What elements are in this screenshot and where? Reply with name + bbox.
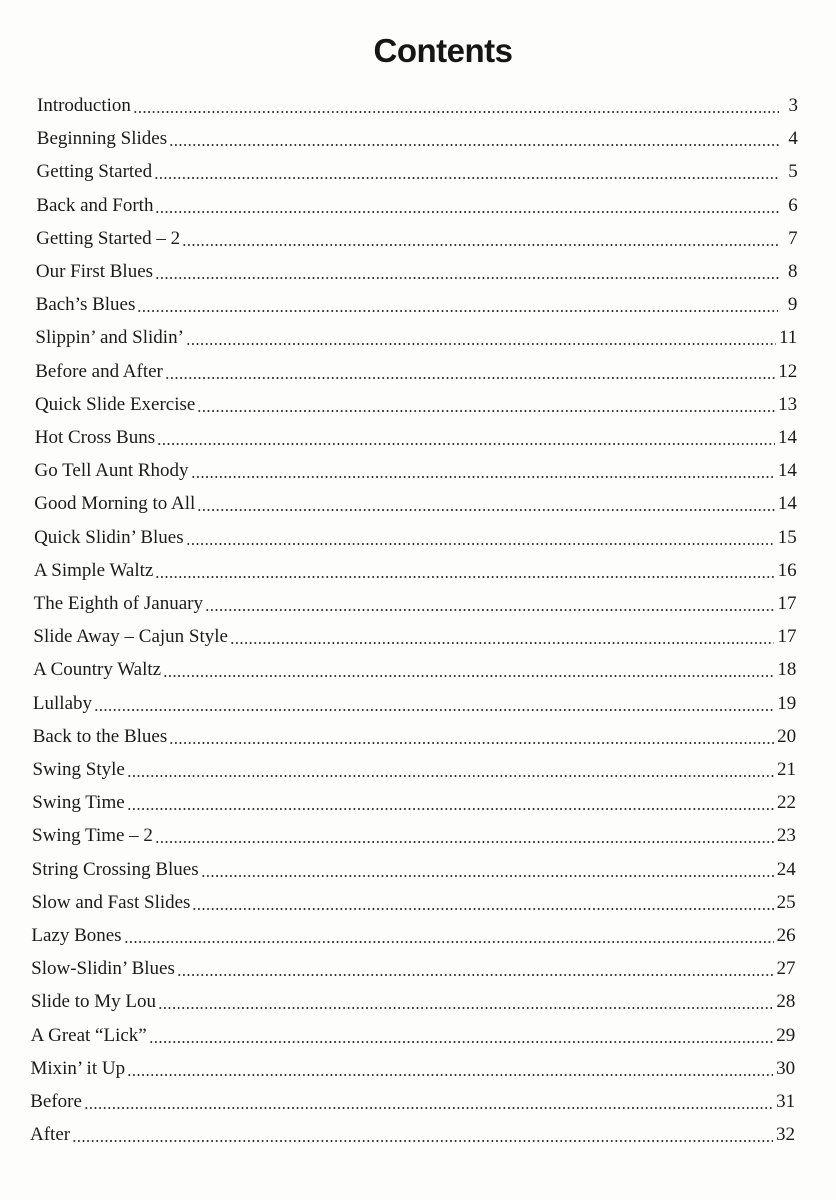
toc-entry-title: Our First Blues [35, 261, 154, 282]
toc-entry-title: Good Morning to All [34, 493, 196, 515]
dot-leader [84, 1106, 773, 1110]
dot-leader [94, 708, 774, 712]
toc-entry-title: Bach’s Blues [35, 294, 136, 316]
dot-leader [157, 442, 775, 446]
page-title: Contents [373, 32, 513, 69]
toc-entry [32, 790, 796, 816]
toc-entry-page-number: 16 [777, 559, 797, 581]
toc-entry-page-number: 9 [787, 294, 798, 316]
dot-leader [197, 508, 775, 512]
toc-entry [32, 890, 796, 916]
toc-entry-title: Lullaby [32, 692, 93, 714]
toc-entry-title: Before [30, 1091, 82, 1112]
dot-leader [165, 376, 775, 380]
dot-leader [72, 1139, 773, 1143]
toc-entry [32, 757, 796, 783]
toc-entry [34, 525, 797, 551]
toc-entry-page-number: 28 [776, 991, 796, 1013]
toc-entry-title: Back to the Blues [32, 725, 168, 747]
toc-entry-title: Swing Style [32, 759, 125, 780]
toc-entry [31, 956, 795, 982]
dot-leader [155, 210, 778, 214]
toc-entry [30, 1089, 795, 1115]
dot-leader [133, 110, 779, 114]
toc-entry-title: Slippin’ and Slidin’ [35, 327, 184, 349]
toc-entry-page-number: 17 [777, 626, 797, 648]
dot-leader [155, 575, 774, 579]
dot-leader [127, 1073, 773, 1077]
toc-entry-page-number: 29 [776, 1024, 796, 1046]
dot-leader [177, 973, 774, 977]
toc-entry [33, 657, 796, 683]
toc-entry-title: Before and After [35, 360, 163, 382]
dot-leader [158, 1006, 773, 1010]
toc-entry [33, 624, 796, 650]
toc-entry-page-number: 17 [777, 593, 797, 614]
toc-entry-page-number: 3 [788, 95, 798, 116]
toc-entry-title: Go Tell Aunt Rhody [34, 460, 189, 482]
toc-entry-page-number: 24 [776, 858, 796, 880]
dot-leader [230, 641, 774, 645]
dot-leader [186, 542, 775, 546]
toc-entry [35, 458, 797, 484]
toc-entry-page-number: 26 [776, 925, 796, 946]
dot-leader [169, 741, 774, 745]
toc-entry-title: A Great “Lick” [30, 1024, 147, 1046]
dot-leader [154, 176, 779, 180]
dot-leader [186, 342, 776, 346]
toc-entry-title: Beginning Slides [36, 128, 168, 150]
toc-entry-page-number: 14 [777, 460, 797, 482]
toc-entry [32, 823, 796, 849]
toc-entry-title: Quick Slidin’ Blues [34, 526, 184, 548]
dot-leader [201, 874, 774, 878]
toc-entry-page-number: 32 [776, 1124, 795, 1146]
toc-entry [32, 857, 796, 883]
toc-entry-title: Mixin’ it Up [30, 1057, 126, 1079]
toc-entry-page-number: 27 [776, 958, 796, 980]
toc-entry [35, 392, 797, 418]
toc-entry-title: Slide to My Lou [30, 991, 156, 1013]
toc-entry-page-number: 15 [777, 526, 797, 548]
toc-entry [35, 325, 797, 351]
toc-entry [37, 159, 798, 185]
dot-leader [182, 243, 778, 247]
toc-entry-page-number: 18 [777, 659, 797, 681]
dot-leader [149, 1040, 774, 1044]
toc-entry-title: Hot Cross Buns [34, 427, 156, 448]
toc-entry [34, 491, 797, 517]
dot-leader [197, 409, 775, 413]
toc-entry-title: Getting Started [36, 161, 153, 183]
toc-entry-title: Lazy Bones [31, 925, 122, 946]
toc-entry-title: A Country Waltz [33, 659, 162, 681]
toc-entry-page-number: 8 [788, 261, 798, 282]
dot-leader [155, 276, 778, 280]
toc-entry-page-number: 19 [777, 692, 797, 714]
dot-leader [163, 674, 774, 678]
toc-entry-page-number: 14 [778, 427, 798, 448]
dot-leader [127, 774, 774, 778]
toc-entry-page-number: 7 [788, 227, 798, 249]
toc-entry-page-number: 21 [777, 759, 797, 780]
dot-leader [169, 143, 779, 147]
toc-entry-page-number: 12 [778, 360, 798, 382]
toc-entry [33, 691, 796, 717]
toc-entry-page-number: 14 [777, 493, 797, 515]
toc-entry-page-number: 30 [776, 1057, 796, 1079]
toc-entry-title: Back and Forth [36, 194, 154, 216]
toc-entry [37, 126, 798, 152]
dot-leader [155, 840, 774, 844]
toc-entry-page-number: 25 [776, 891, 796, 913]
dot-leader [127, 807, 774, 811]
toc-entry-title: Slow and Fast Slides [31, 891, 191, 913]
toc-entry-page-number: 23 [776, 825, 796, 847]
dot-leader [124, 940, 774, 944]
dot-leader [205, 608, 775, 612]
toc-entry [30, 1056, 795, 1082]
toc-entry [37, 93, 798, 119]
toc-entry-title: Swing Time – 2 [32, 825, 153, 847]
toc-entry [31, 923, 795, 949]
toc-entry [35, 359, 797, 385]
toc-entry-page-number: 5 [788, 161, 798, 183]
toc-entry-title: String Crossing Blues [31, 858, 199, 880]
toc-entry-page-number: 22 [776, 792, 796, 814]
toc-entry-page-number: 13 [778, 393, 798, 415]
toc-entry [31, 1023, 796, 1049]
toc-entry-page-number: 31 [776, 1091, 796, 1112]
toc-entry [34, 591, 797, 617]
toc-entry [36, 226, 798, 252]
toc-entry-title: The Eighth of January [33, 593, 203, 614]
toc-entry-page-number: 6 [788, 194, 798, 216]
toc-entry [36, 193, 797, 219]
toc-entry-title: A Simple Waltz [33, 559, 154, 581]
toc-entry-title: Quick Slide Exercise [34, 393, 196, 415]
toc-entry [36, 292, 798, 318]
toc-entry [34, 558, 797, 584]
toc-entry-page-number: 4 [788, 128, 798, 150]
toc-entry-title: After [30, 1124, 71, 1146]
toc-entry-page-number: 20 [777, 725, 797, 747]
toc-entry-title: Slow-Slidin’ Blues [31, 958, 175, 980]
toc-entry-page-number: 11 [779, 327, 798, 349]
toc-entry-title: Slide Away – Cajun Style [33, 626, 228, 648]
toc-entry [36, 259, 798, 285]
dot-leader [137, 309, 778, 313]
dot-leader [191, 475, 775, 479]
toc-entry [30, 1122, 795, 1148]
toc-entry [31, 989, 795, 1015]
toc-entry-title: Introduction [37, 95, 131, 116]
toc-entry [33, 724, 796, 750]
toc-entry [35, 425, 797, 451]
toc-entry-title: Getting Started – 2 [36, 227, 181, 249]
toc-entry-title: Swing Time [32, 792, 125, 814]
dot-leader [192, 907, 773, 911]
